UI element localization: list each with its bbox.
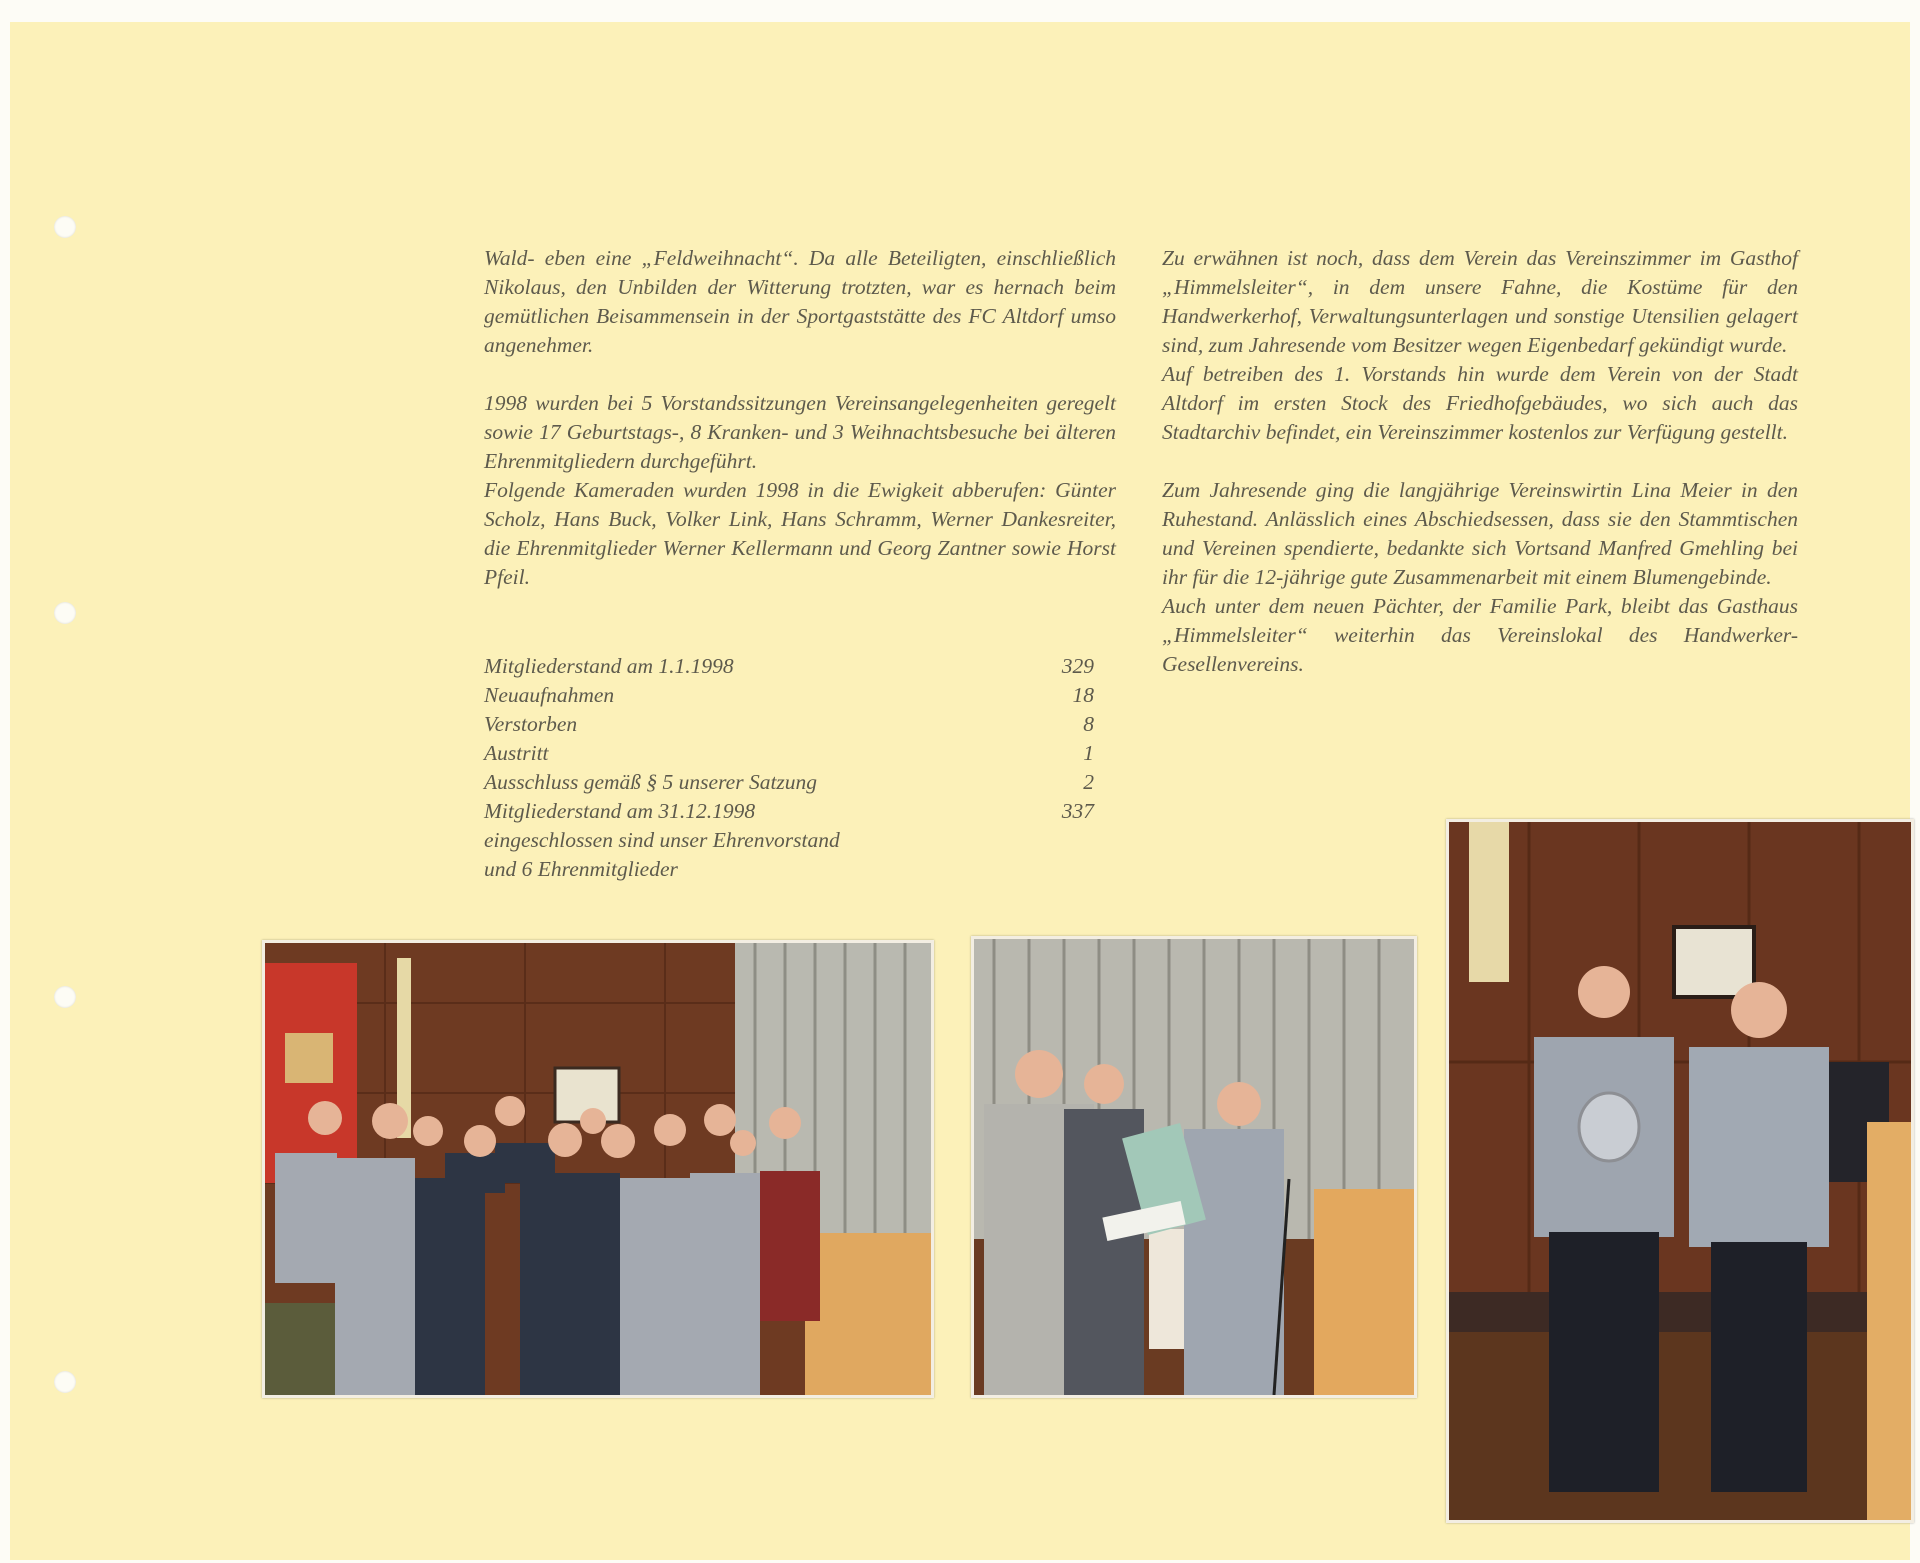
left-paragraph-visits: 1998 wurden bei 5 Vorstandssitzungen Vereinsangelegenheiten geregelt sowie 17 Geburtstags-, 8 Kranken- und 3 Weihnachtsbesuche bei älteren Ehrenmitgliedern durchgeführt. [484,391,1116,473]
membership-row [484,710,1094,739]
membership-label: Neuaufnahmen [484,683,615,707]
right-paragraph-friedhof: Auf betreiben des 1. Vorstands hin wurde dem Verein von der Stadt Altdorf im ersten Stock des Friedhofgebäudes, wo sich auch das Stadtarchiv befindet, ein Vereinszimmer kostenlos zur Verfügung gestellt. [1162,362,1798,444]
membership-row [484,681,1094,710]
punch-hole [54,986,76,1008]
membership-value: 1 [1083,741,1094,765]
award-presentation-photo [971,936,1417,1398]
punch-hole [54,602,76,624]
punch-hole [54,216,76,238]
membership-label: Austritt [484,741,549,765]
membership-label: Mitgliederstand am 31.12.1998 [484,799,756,823]
membership-label: Ausschluss gemäß § 5 unserer Satzung [484,770,818,794]
membership-label: Mitgliederstand am 1.1.1998 [484,654,734,678]
membership-value: 329 [1061,654,1094,678]
membership-row [484,797,1094,826]
punch-hole [54,1371,76,1393]
right-paragraph-park: Auch unter dem neuen Pächter, der Familie Park, bleibt das Gasthaus „Himmelsleiter“ weiterhin das Vereinslokal des Handwerker-Gesellenvereins. [1162,594,1798,676]
left-paragraph-feldweihnacht: Wald- eben eine „Feldweihnacht“. Da alle Beteiligten, einschließlich Nikolaus, den Unbilden der Witterung trotzten, war es hernach beim gemütlichen Beisammensein in der Sportgaststätte des FC Altdorf umso angenehmer. [484,246,1116,357]
right-text-column [1162,244,1798,679]
group-photo [262,940,934,1398]
membership-value: 18 [1072,683,1094,707]
right-paragraph-lina-meier: Zum Jahresende ging die langjährige Vereinswirtin Lina Meier in den Ruhestand. Anlässlich eines Abschiedsessen, dass sie den Stammtischen und Vereinen spendierte, bedankte sich Vortsand Manfred Gmehling bei ihr für die 12-jährige gute Zusammenarbeit mit einem Blumengebinde. [1162,478,1798,589]
scrapbook-page [10,22,1910,1560]
membership-row [484,768,1094,797]
right-paragraph-vereinszimmer: Zu erwähnen ist noch, dass dem Verein das Vereinszimmer im Gasthof „Himmelsleiter“, in dem unsere Fahne, die Kostüme für den Handwerkerhof, Verwaltungsunterlagen und sonstige Utensilien gelagert sind, zum Jahresende vom Besitzer wegen Eigenbedarf gekündigt wurde. [1162,246,1798,357]
membership-row [484,652,1094,681]
left-paragraph-deceased: Folgende Kameraden wurden 1998 in die Ewigkeit abberufen: Günter Scholz, Hans Buck, Volker Link, Hans Schramm, Werner Dankesreiter, die Ehrenmitglieder Werner Kellermann und Georg Zantner sowie Horst Pfeil. [484,478,1116,589]
membership-row [484,739,1094,768]
membership-table [484,652,1094,884]
membership-label: Verstorben [484,712,578,736]
membership-note-line: und 6 Ehrenmitglieder [484,857,678,881]
membership-note-line: eingeschlossen sind unser Ehrenvorstand [484,828,840,852]
membership-value: 8 [1083,712,1094,736]
plaque-presentation-photo [1446,819,1914,1523]
membership-value: 2 [1083,770,1094,794]
membership-value: 337 [1061,799,1094,823]
left-text-column [484,244,1116,592]
